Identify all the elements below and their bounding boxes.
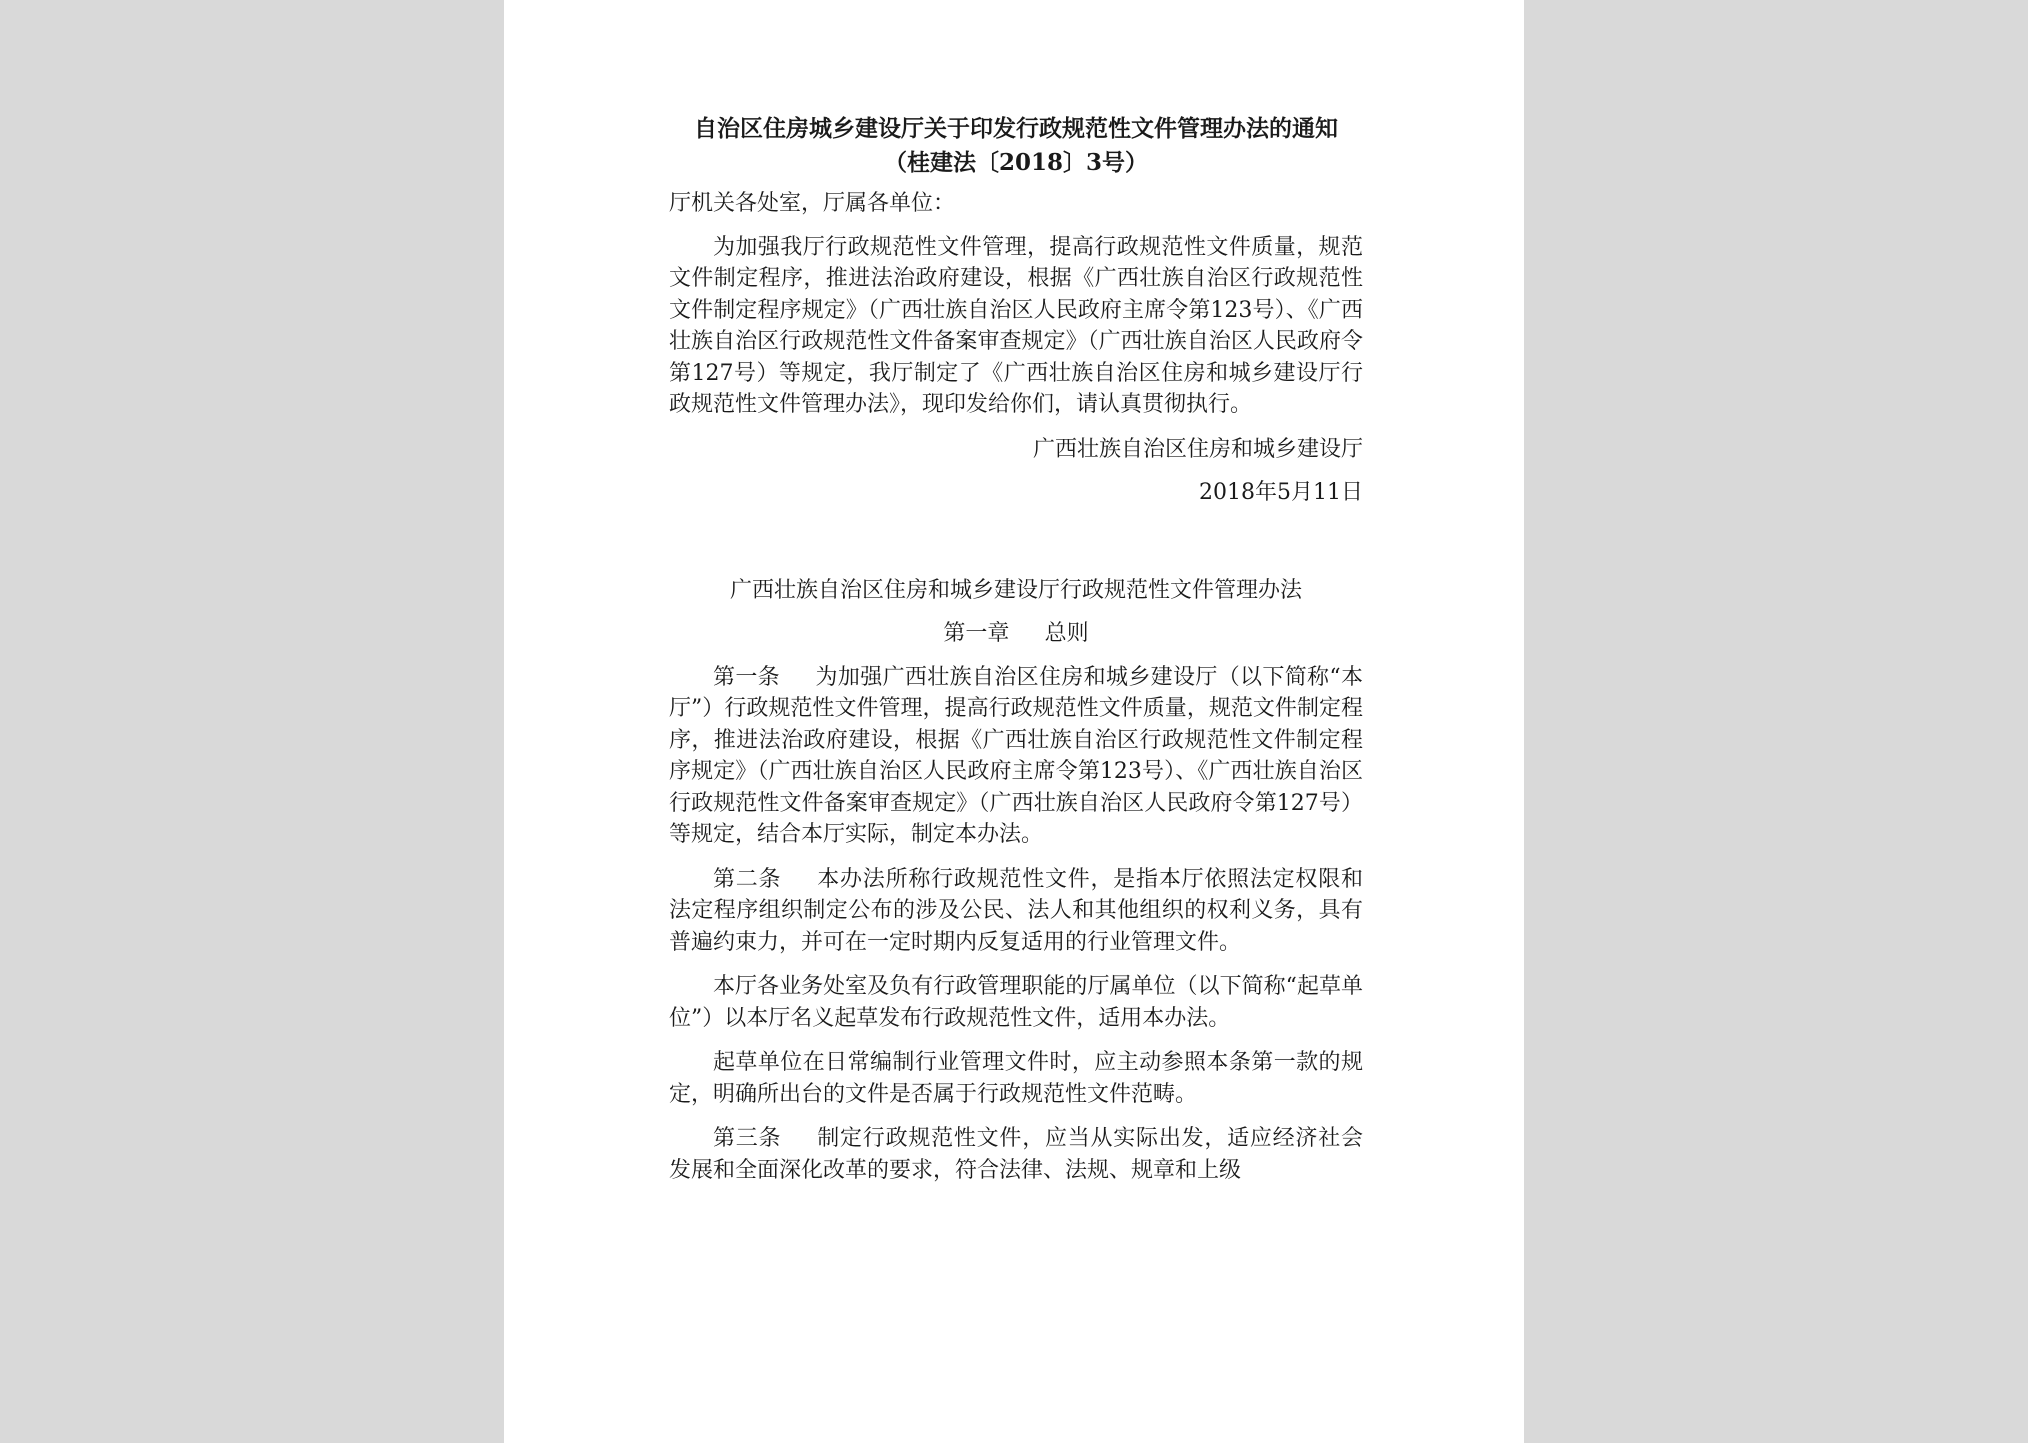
document-page — [504, 0, 1524, 1443]
article-two-paragraph-2: 本厅各业务处室及负有行政管理职能的厅属单位（以下简称“起草单位”）以本厅名义起草发布行政规范性文件，适用本办法。 — [669, 974, 1363, 1031]
article-label: 第一条 — [713, 664, 781, 690]
document-content — [669, 112, 1363, 1199]
article-label: 第三条 — [713, 1126, 782, 1151]
document-title: 自治区住房城乡建设厅关于印发行政规范性文件管理办法的通知 — [694, 115, 1338, 142]
article-two-paragraph-3: 起草单位在日常编制行业管理文件时，应主动参照本条第一款的规定，明确所出台的文件是否属于行政规范性文件范畴。 — [669, 1050, 1363, 1107]
article-one — [669, 662, 1363, 851]
article-three — [669, 1123, 1363, 1186]
chapter-heading — [669, 618, 1363, 650]
issuer: 广西壮族自治区住房和城乡建设厅 — [1032, 436, 1363, 462]
document-number: （桂建法〔2018〕3号） — [883, 149, 1149, 176]
article-label: 第二条 — [713, 866, 782, 892]
article-text: 制定行政规范性文件，应当从实际出发，适应经济社会发展和全面深化改革的要求，符合法律、法规、规章和上级 — [669, 1126, 1363, 1183]
measures-title: 广西壮族自治区住房和城乡建设厅行政规范性文件管理办法 — [729, 577, 1302, 603]
salutation: 厅机关各处室，厅属各单位： — [669, 191, 956, 216]
article-text: 本办法所称行政规范性文件，是指本厅依照法定权限和法定程序组织制定公布的涉及公民、法人和其他组织的权利义务，具有普遍约束力，并可在一定时期内反复适用的行业管理文件。 — [669, 866, 1363, 955]
chapter-name: 总则 — [1044, 621, 1089, 646]
intro-paragraph: 为加强我厅行政规范性文件管理，提高行政规范性文件质量，规范文件制定程序，推进法治政府建设，根据《广西壮族自治区行政规范性文件制定程序规定》（广西壮族自治区人民政府主席令第123号）、《广西壮族自治区行政规范性文件备案审查规定》（广西壮族自治区人民政府令第127号）等规定，我厅制定了《广西壮族自治区住房和城乡建设厅行政规范性文件管理办法》，现印发给你们，请认真贯彻执行。 — [669, 234, 1363, 417]
article-two — [669, 864, 1363, 959]
issue-date: 2018年5月11日 — [1199, 480, 1363, 505]
chapter-number: 第一章 — [943, 621, 1010, 646]
article-text: 为加强广西壮族自治区住房和城乡建设厅（以下简称“本厅”）行政规范性文件管理，提高行政规范性文件质量，规范文件制定程序，推进法治政府建设，根据《广西壮族自治区行政规范性文件制定程序规定》（广西壮族自治区人民政府主席令第123号）、《广西壮族自治区行政规范性文件备案审查规定》（广西壮族自治区人民政府令第127号）等规定，结合本厅实际，制定本办法。 — [669, 664, 1363, 847]
